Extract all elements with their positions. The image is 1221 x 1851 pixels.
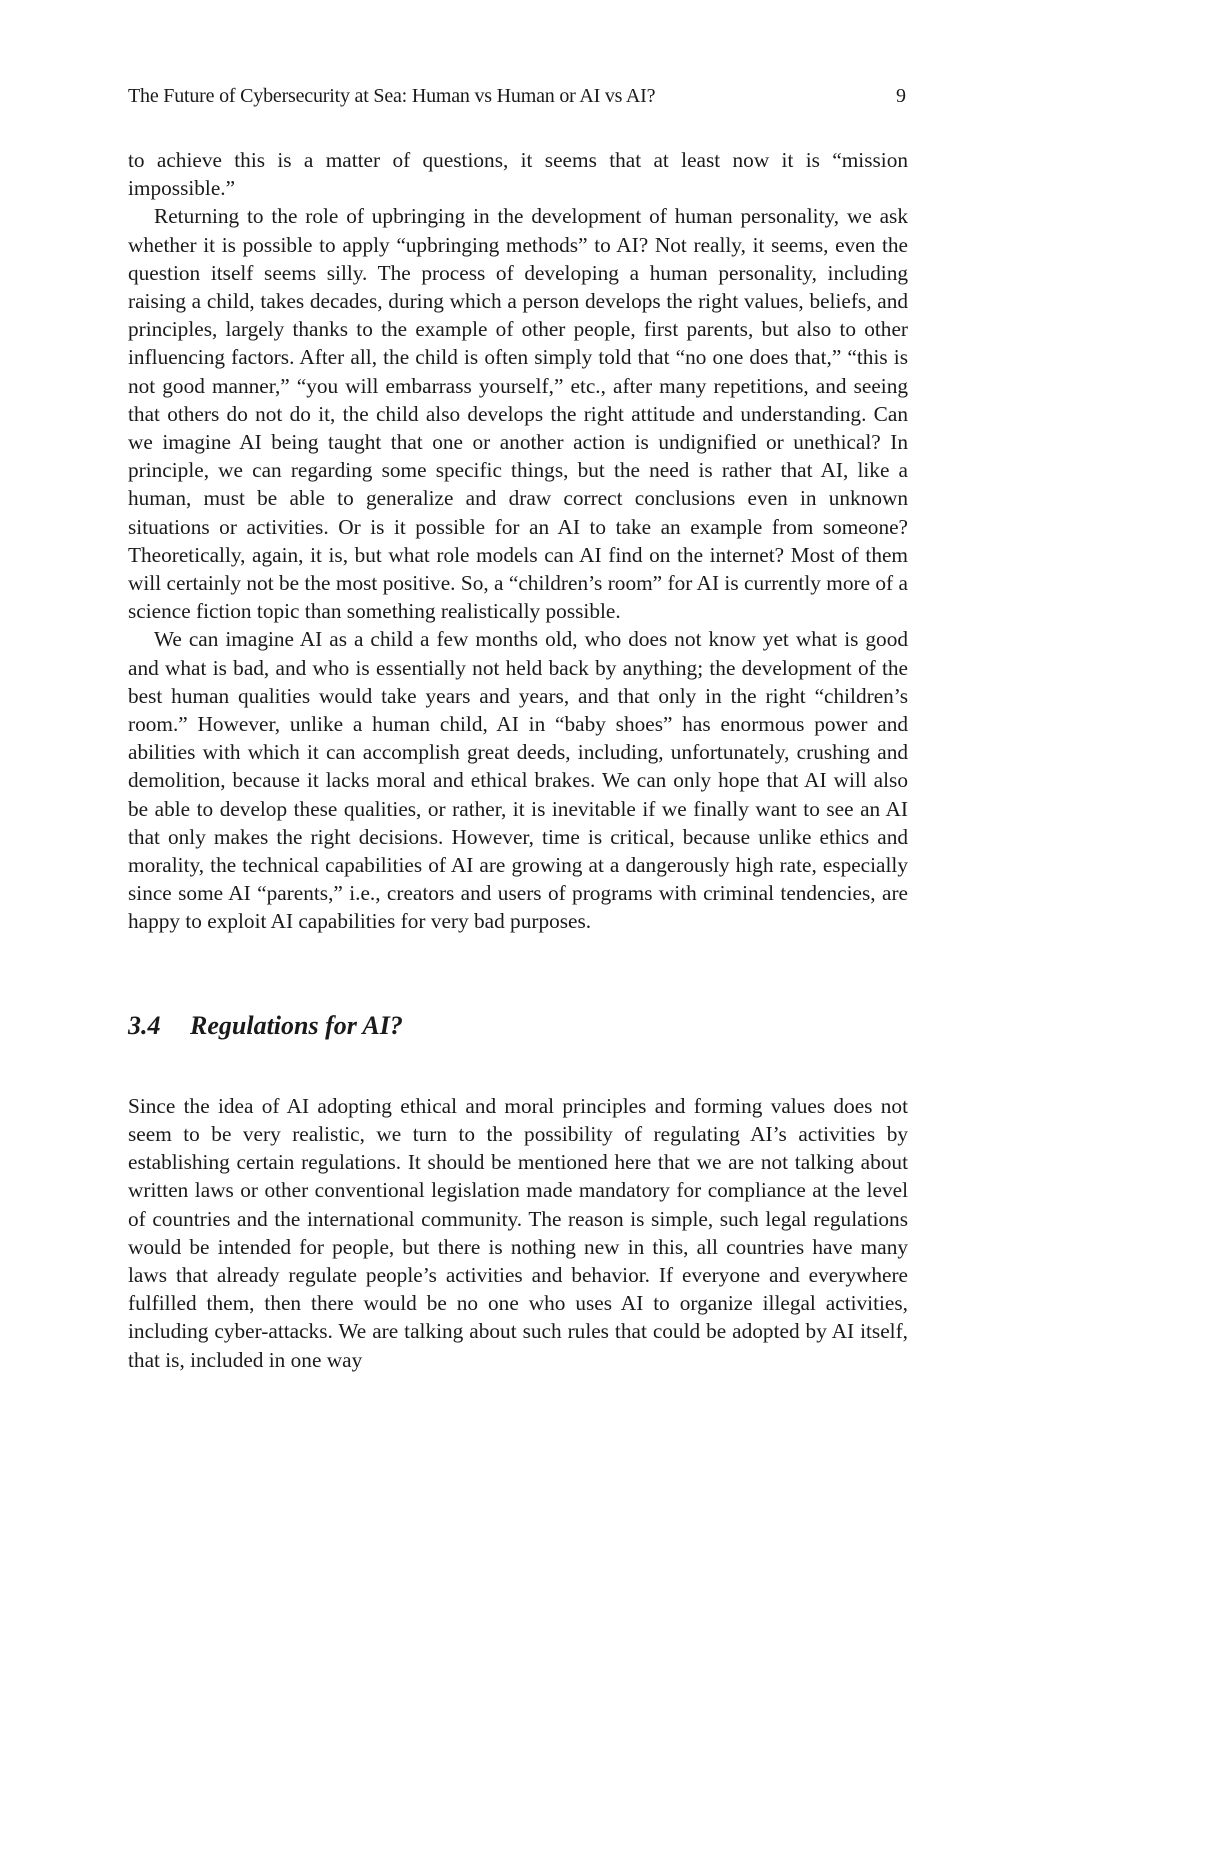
page-number: 9 — [896, 85, 906, 107]
body-text — [128, 146, 908, 1374]
paragraph-regulations: Since the idea of AI adopting ethical and moral principles and forming values does not seem to be very realistic, we turn to the possibility of regulating AI’s activities by establishing certain regulations. It should be mentioned here that we are not talking about written laws or other conventional legislation made mandatory for compliance at the level of countries and the international community. The reason is simple, such legal regulations would be intended for people, but there is nothing new in this, all countries have many laws that already regulate people’s activities and behavior. If everyone and everywhere fulfilled them, then there would be no one who uses AI to organize illegal activities, including cyber-attacks. We are talking about such rules that could be adopted by AI itself, that is, included in one way — [128, 1093, 908, 1372]
running-header — [128, 82, 908, 110]
running-title: The Future of Cybersecurity at Sea: Human vs Human or AI vs AI? — [128, 85, 656, 107]
paragraph-continuation: to achieve this is a matter of questions, it seems that at least now it is “mission impossible.” — [128, 148, 908, 201]
section-title: Regulations for AI? — [190, 1010, 403, 1040]
document-page — [128, 80, 908, 1374]
section-heading — [128, 1010, 908, 1042]
paragraph-upbringing: Returning to the role of upbringing in the development of human personality, we ask whether it is possible to apply “upbringing methods” to AI? Not really, it seems, even the question itself seems silly. The process of developing a human personality, including raising a child, takes decades, during which a person develops the right values, beliefs, and principles, largely thanks to the example of other people, first parents, but also to other influencing factors. After all, the child is often simply told that “no one does that,” “this is not good manner,” “you will embarrass yourself,” etc., after many repetitions, and seeing that others do not do it, the child also develops the right attitude and understanding. Can we imagine AI being taught that one or another action is undignified or unethical? In principle, we can regarding some specific things, but the need is rather that AI, like a human, must be able to generalize and draw correct conclusions even in unknown situations or activities. Or is it possible for an AI to take an example from someone? Theoretically, again, it is, but what role models can AI find on the internet? Most of them will certainly not be the most positive. So, a “children’s room” for AI is currently more of a science fiction topic than something realistically possible. — [128, 204, 908, 624]
section-number: 3.4 — [128, 1010, 161, 1040]
paragraph-ai-child: We can imagine AI as a child a few months old, who does not know yet what is good and what is bad, and who is essentially not held back by anything; the development of the best human qualities would take years and years, and that only in the right “children’s room.” However, unlike a human child, AI in “baby shoes” has enormous power and abilities with which it can accomplish great deeds, including, unfortunately, crushing and demolition, because it lacks moral and ethical brakes. We can only hope that AI will also be able to develop these qualities, or rather, it is inevitable if we finally want to see an AI that only makes the right decisions. However, time is critical, because unlike ethics and morality, the technical capabilities of AI are growing at a dangerously high rate, especially since some AI “parents,” i.e., creators and users of programs with criminal tendencies, are happy to exploit AI capabilities for very bad purposes. — [128, 627, 908, 934]
